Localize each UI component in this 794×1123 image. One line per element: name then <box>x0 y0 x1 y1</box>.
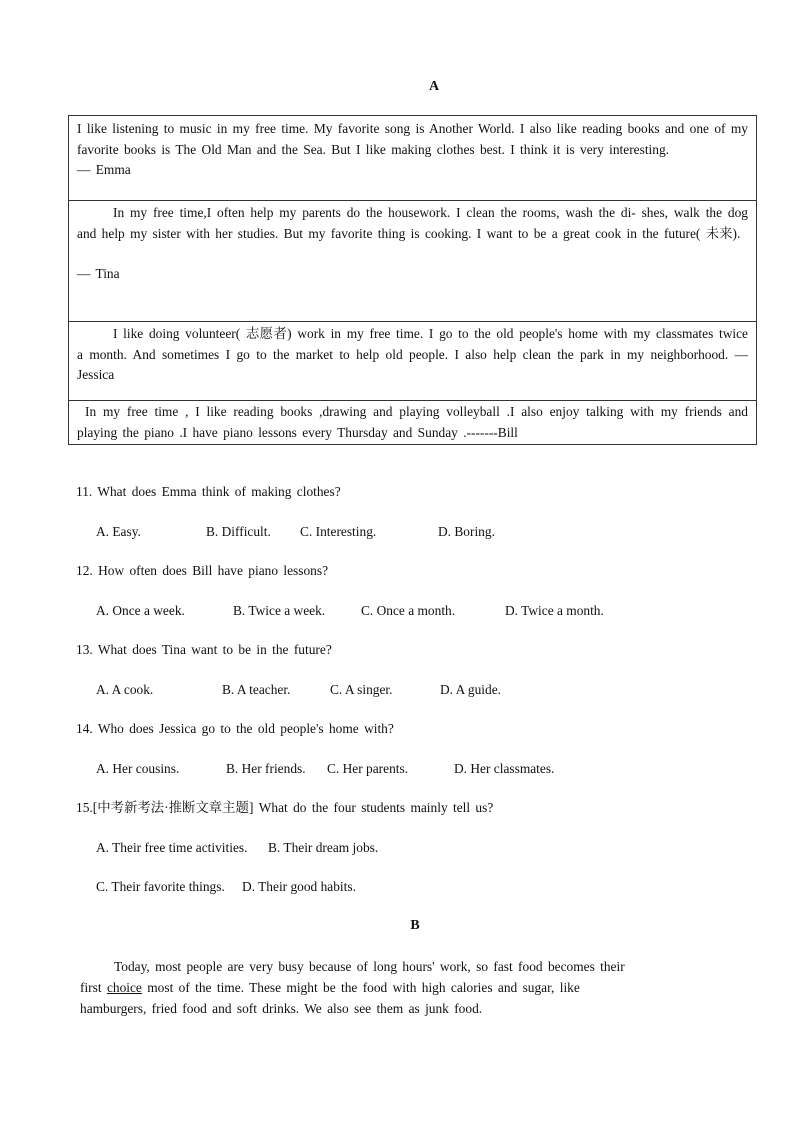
question-14-options <box>76 759 776 779</box>
question-15-stem: 15.[中考新考法·推断文章主题] What do the four students mainly tell us? <box>76 800 494 815</box>
passage-bill <box>69 401 756 444</box>
question-13-option-c: C. A singer. <box>330 681 393 697</box>
question-13-option-a: A. A cook. <box>96 681 154 697</box>
question-12-option-d: D. Twice a month. <box>505 602 604 618</box>
question-15-options-row-1 <box>76 838 776 858</box>
question-13-option-d: D. A guide. <box>440 681 502 697</box>
question-13-stem: 13. What does Tina want to be in the future? <box>76 642 332 657</box>
passage-bill-text: In my free time , I like reading books ,drawing and playing volleyball .I also enjoy talking with my friends and playing the piano .I have piano lessons every Thursday and Sunday .-------Bill <box>77 404 748 440</box>
passage-emma <box>69 116 756 201</box>
question-11-options <box>76 522 776 542</box>
question-11-option-b: B. Difficult. <box>206 523 271 539</box>
question-11-option-d: D. Boring. <box>438 523 495 539</box>
question-15-option-b: B. Their dream jobs. <box>268 839 379 855</box>
passage-b-line-2-end: most of the time. These might be the food with high calories and sugar, like <box>147 980 580 995</box>
question-14-option-d: D. Her classmates. <box>454 760 555 776</box>
passage-b-line-2-start: first <box>80 980 102 995</box>
question-14-option-c: C. Her parents. <box>327 760 409 776</box>
passage-b-line-2 <box>80 977 692 998</box>
passage-b-line-1: Today, most people are very busy because of long hours' work, so fast food becomes their <box>114 959 625 974</box>
question-15-options-row-2 <box>76 877 776 897</box>
passage-emma-signature: — Emma <box>77 162 131 177</box>
passage-jessica <box>69 322 756 401</box>
passage-b-line-3: hamburgers, fried food and soft drinks. We also see them as junk food. <box>80 1001 483 1016</box>
question-12-stem: 12. How often does Bill have piano lessons? <box>76 563 329 578</box>
question-14-option-a: A. Her cousins. <box>96 760 180 776</box>
section-a-heading: A <box>428 79 440 94</box>
question-12-option-b: B. Twice a week. <box>233 602 326 618</box>
underlined-word-choice: choice <box>106 980 142 995</box>
question-11-option-c: C. Interesting. <box>300 523 377 539</box>
passage-table <box>68 115 757 445</box>
question-11-option-a: A. Easy. <box>96 523 141 539</box>
passage-tina <box>69 201 756 322</box>
passage-tina-signature: — Tina <box>77 266 120 281</box>
passage-jessica-text: I like doing volunteer( 志愿者) work in my free time. I go to the old people's home with my classmates twice a month. And sometimes I go to the market to help old people. I also help clean the park in my neighborhood. — Jessica <box>77 326 748 382</box>
question-12-option-c: C. Once a month. <box>361 602 456 618</box>
question-12-options <box>76 601 776 621</box>
question-15-option-d: D. Their good habits. <box>242 879 356 894</box>
passage-tina-text: In my free time,I often help my parents do the housework. I clean the rooms, wash the di- shes, walk the dog and help my sister with her studies. But my favorite thing is cooking. I want to be a great cook in the future( 未来). <box>77 205 748 241</box>
question-15-option-a: A. Their free time activities. <box>96 839 248 855</box>
section-b-heading: B <box>410 918 420 933</box>
question-15-option-c: C. Their favorite things. <box>96 879 225 894</box>
passage-b <box>80 956 692 1019</box>
question-12-option-a: A. Once a week. <box>96 602 185 618</box>
passage-emma-text: I like listening to music in my free time. My favorite song is Another World. I also like reading books and one of my favorite books is The Old Man and the Sea. But I like making clothes best. I think it is very interesting. <box>77 121 748 157</box>
question-list <box>76 482 776 917</box>
question-13-options <box>76 680 776 700</box>
question-11-stem: 11. What does Emma think of making clothes? <box>76 484 341 499</box>
question-14-stem: 14. Who does Jessica go to the old people's home with? <box>76 721 394 736</box>
question-14-option-b: B. Her friends. <box>226 760 306 776</box>
question-13-option-b: B. A teacher. <box>222 681 291 697</box>
